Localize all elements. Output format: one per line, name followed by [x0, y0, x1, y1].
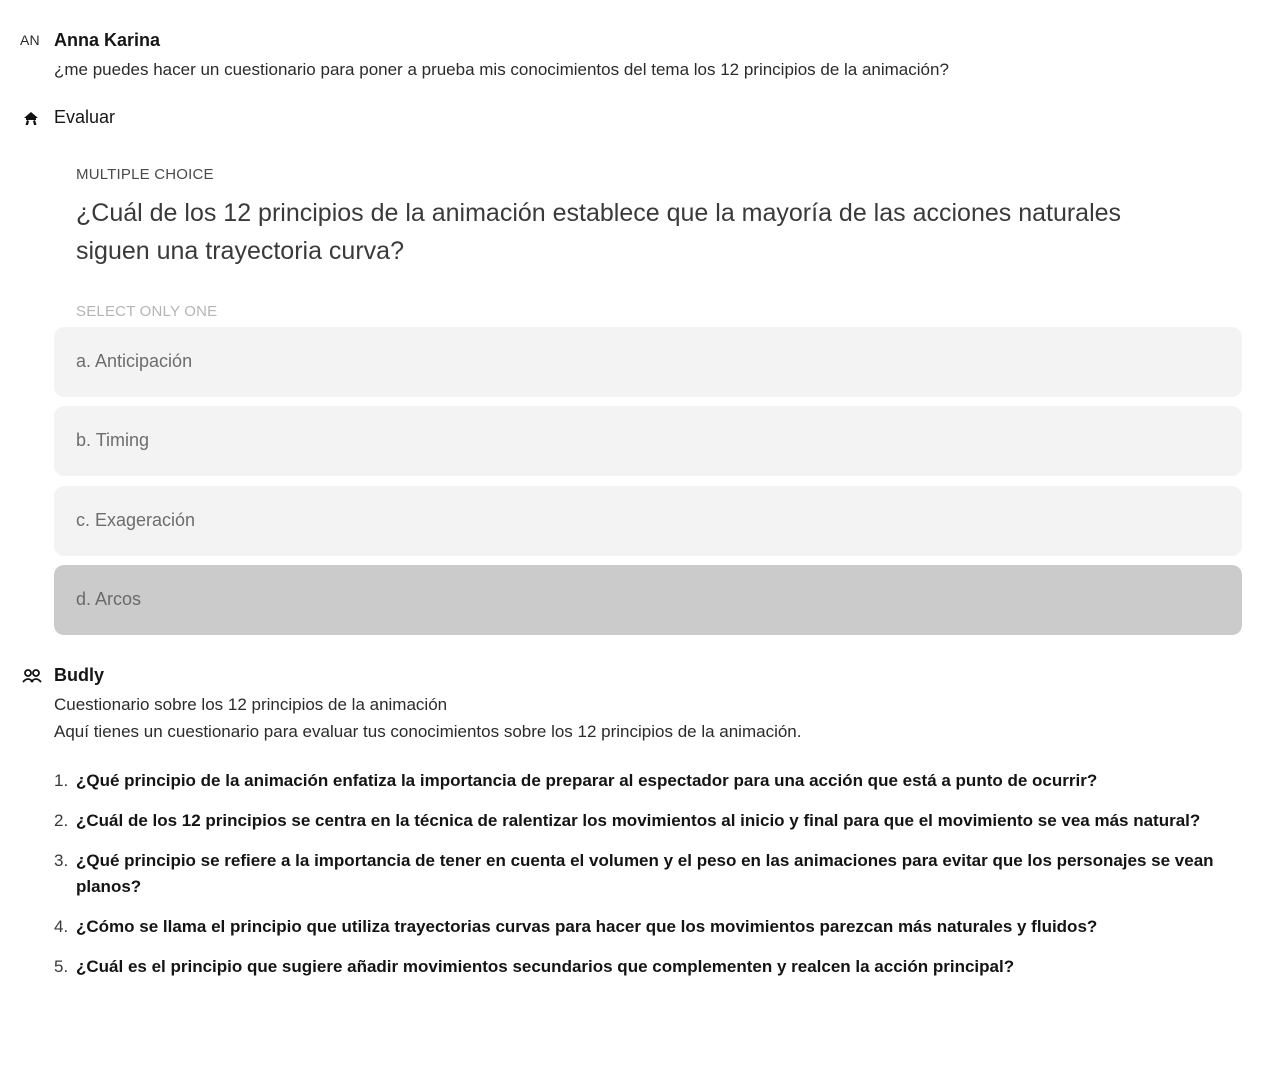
- quiz-option-c[interactable]: [54, 486, 1242, 556]
- list-item-text: ¿Cómo se llama el principio que utiliza trayectorias curvas para hacer que los movimientos parezcan más naturales y fluidos?: [76, 917, 1098, 936]
- budly-header: [0, 665, 1281, 689]
- evaluar-title: Evaluar: [54, 107, 116, 127]
- user-message: [0, 30, 1281, 83]
- budly-message: [0, 665, 1281, 745]
- list-item-number: 2.: [54, 811, 69, 830]
- budly-intro: Aquí tienes un cuestionario para evaluar tus conocimientos sobre los 12 principios de la animación.: [54, 722, 802, 741]
- list-item-text: ¿Cuál de los 12 principios se centra en la técnica de ralentizar los movimientos al inicio y final para que el movimiento se vea más natural?: [76, 811, 1201, 830]
- quiz-option-a[interactable]: [54, 327, 1242, 397]
- list-item-text: ¿Qué principio se refiere a la importancia de tener en cuenta el volumen y el peso en las animaciones para evitar que los personajes se vean planos?: [76, 851, 1214, 896]
- quiz-option-b[interactable]: [54, 406, 1242, 476]
- evaluar-header: [0, 107, 1281, 131]
- hat-icon: [22, 109, 42, 129]
- people-icon: [22, 667, 42, 687]
- list-item: [54, 808, 1244, 834]
- user-initials-avatar: AN: [20, 32, 40, 48]
- quiz-instruction: SELECT ONLY ONE: [76, 303, 218, 320]
- list-item-number: 4.: [54, 917, 69, 936]
- evaluar-message: [0, 107, 1281, 131]
- list-item-number: 1.: [54, 771, 69, 790]
- list-item-number: 3.: [54, 851, 69, 870]
- quiz-question: ¿Cuál de los 12 principios de la animación establece que la mayoría de las acciones naturales siguen una trayectoria curva?: [76, 199, 1122, 265]
- user-name: Anna Karina: [54, 30, 161, 50]
- quiz-option-label: c. Exageración: [76, 510, 196, 530]
- list-item-text: ¿Qué principio de la animación enfatiza la importancia de preparar al espectador para una acción que está a punto de ocurrir?: [76, 771, 1098, 790]
- budly-title: Cuestionario sobre los 12 principios de la animación: [54, 695, 448, 714]
- list-item-number: 5.: [54, 957, 69, 976]
- question-list: [54, 768, 1244, 994]
- list-item: [54, 954, 1244, 980]
- budly-name: Budly: [54, 665, 105, 685]
- quiz-option-label: a. Anticipación: [76, 351, 193, 371]
- quiz-option-label: b. Timing: [76, 430, 150, 450]
- quiz-type-label: MULTIPLE CHOICE: [76, 166, 214, 183]
- user-message-text: ¿me puedes hacer un cuestionario para poner a prueba mis conocimientos del tema los 12 principios de la animación?: [54, 60, 949, 79]
- user-message-header: [0, 30, 1281, 54]
- quiz-option-d[interactable]: [54, 565, 1242, 635]
- quiz-option-label: d. Arcos: [76, 589, 142, 609]
- list-item: [54, 848, 1244, 900]
- list-item: [54, 768, 1244, 794]
- list-item: [54, 914, 1244, 940]
- list-item-text: ¿Cuál es el principio que sugiere añadir movimientos secundarios que complementen y realcen la acción principal?: [76, 957, 1015, 976]
